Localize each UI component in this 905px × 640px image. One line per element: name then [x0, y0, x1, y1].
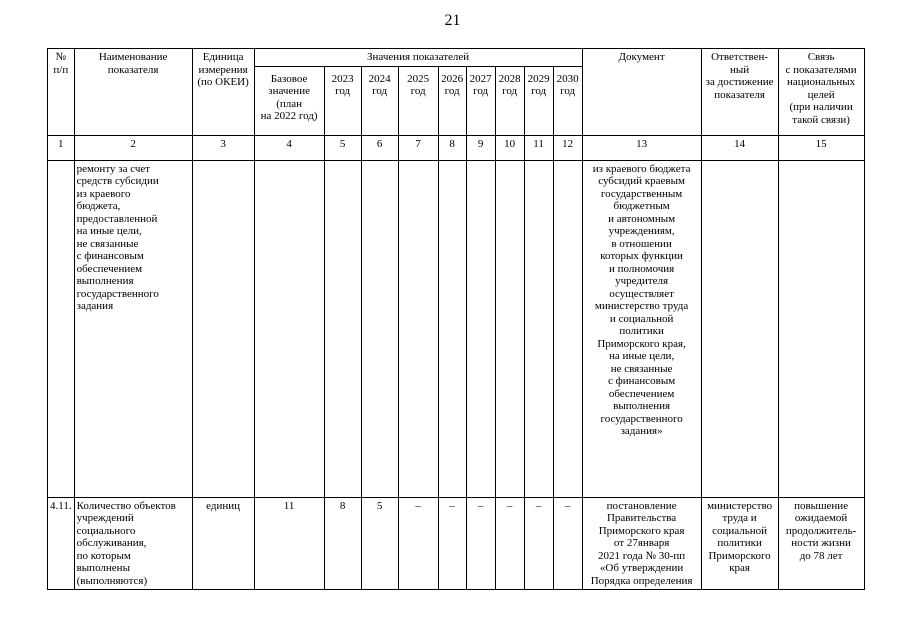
row-value — [553, 160, 582, 497]
column-number: 13 — [582, 135, 701, 160]
row-value: – — [398, 497, 438, 590]
row-link — [778, 160, 864, 497]
row-value — [524, 160, 553, 497]
row-value — [398, 160, 438, 497]
row-unit — [192, 160, 254, 497]
header-link: Связь с показателями национальных целей (при наличии такой связи) — [778, 49, 864, 136]
header-document: Документ — [582, 49, 701, 136]
row-name: Количество объектов учреждений социального обслуживания, по которым выполнены (выполняются) — [74, 497, 192, 590]
column-number: 15 — [778, 135, 864, 160]
column-number: 12 — [553, 135, 582, 160]
indicators-table — [47, 48, 865, 590]
header-name: Наименование показателя — [74, 49, 192, 136]
column-number: 9 — [466, 135, 495, 160]
header-year: 2029 год — [524, 66, 553, 135]
row-value: – — [438, 497, 466, 590]
row-value — [466, 160, 495, 497]
row-link: повышение ожидаемой продолжитель- ности жизни до 78 лет — [778, 497, 864, 590]
row-num — [48, 160, 75, 497]
column-number: 6 — [361, 135, 398, 160]
row-base: 11 — [254, 497, 324, 590]
row-value — [495, 160, 524, 497]
header-year: 2027 год — [466, 66, 495, 135]
row-num: 4.11. — [48, 497, 75, 590]
header-year: 2028 год — [495, 66, 524, 135]
row-base — [254, 160, 324, 497]
row-value: – — [553, 497, 582, 590]
header-base: Базовое значение (план на 2022 год) — [254, 66, 324, 135]
column-number: 1 — [48, 135, 75, 160]
header-unit: Единица измерения (по ОКЕИ) — [192, 49, 254, 136]
header-year: 2030 год — [553, 66, 582, 135]
row-unit: единиц — [192, 497, 254, 590]
row-responsible: министерство труда и социальной политики Приморского края — [701, 497, 778, 590]
column-number: 4 — [254, 135, 324, 160]
row-value — [361, 160, 398, 497]
page-number: 21 — [444, 12, 461, 29]
row-value: 8 — [324, 497, 361, 590]
table-row — [48, 160, 865, 497]
row-value — [438, 160, 466, 497]
row-document: постановление Правительства Приморского края от 27января 2021 года № 30-пп «Об утверждении Порядка определения — [582, 497, 701, 590]
column-number: 8 — [438, 135, 466, 160]
column-number: 10 — [495, 135, 524, 160]
row-name: ремонту за счет средств субсидии из краевого бюджета, предоставленной на иные цели, не связанные с финансовым обеспечением выполнения государственного задания — [74, 160, 192, 497]
column-number: 7 — [398, 135, 438, 160]
table-row — [48, 497, 865, 590]
row-value: – — [466, 497, 495, 590]
column-numbers-row — [48, 135, 865, 160]
header-year: 2026 год — [438, 66, 466, 135]
header-year: 2024 год — [361, 66, 398, 135]
row-responsible — [701, 160, 778, 497]
row-value — [324, 160, 361, 497]
column-number: 2 — [74, 135, 192, 160]
row-document: из краевого бюджета субсидий краевым государственным бюджетным и автономным учреждениям, в отношении которых функции и полномочия учредителя осуществляет министерство труда и социальной политики Приморского края, на иные цели, не связанные с финансовым обеспечением выполнения государственного задания» — [582, 160, 701, 497]
column-number: 5 — [324, 135, 361, 160]
header-year: 2023 год — [324, 66, 361, 135]
column-number: 3 — [192, 135, 254, 160]
row-value: – — [524, 497, 553, 590]
header-num: № п/п — [48, 49, 75, 136]
header-row-top — [48, 49, 865, 67]
header-year: 2025 год — [398, 66, 438, 135]
row-value: 5 — [361, 497, 398, 590]
column-number: 11 — [524, 135, 553, 160]
column-number: 14 — [701, 135, 778, 160]
row-value: – — [495, 497, 524, 590]
header-values: Значения показателей — [254, 49, 582, 67]
header-responsible: Ответствен- ный за достижение показателя — [701, 49, 778, 136]
